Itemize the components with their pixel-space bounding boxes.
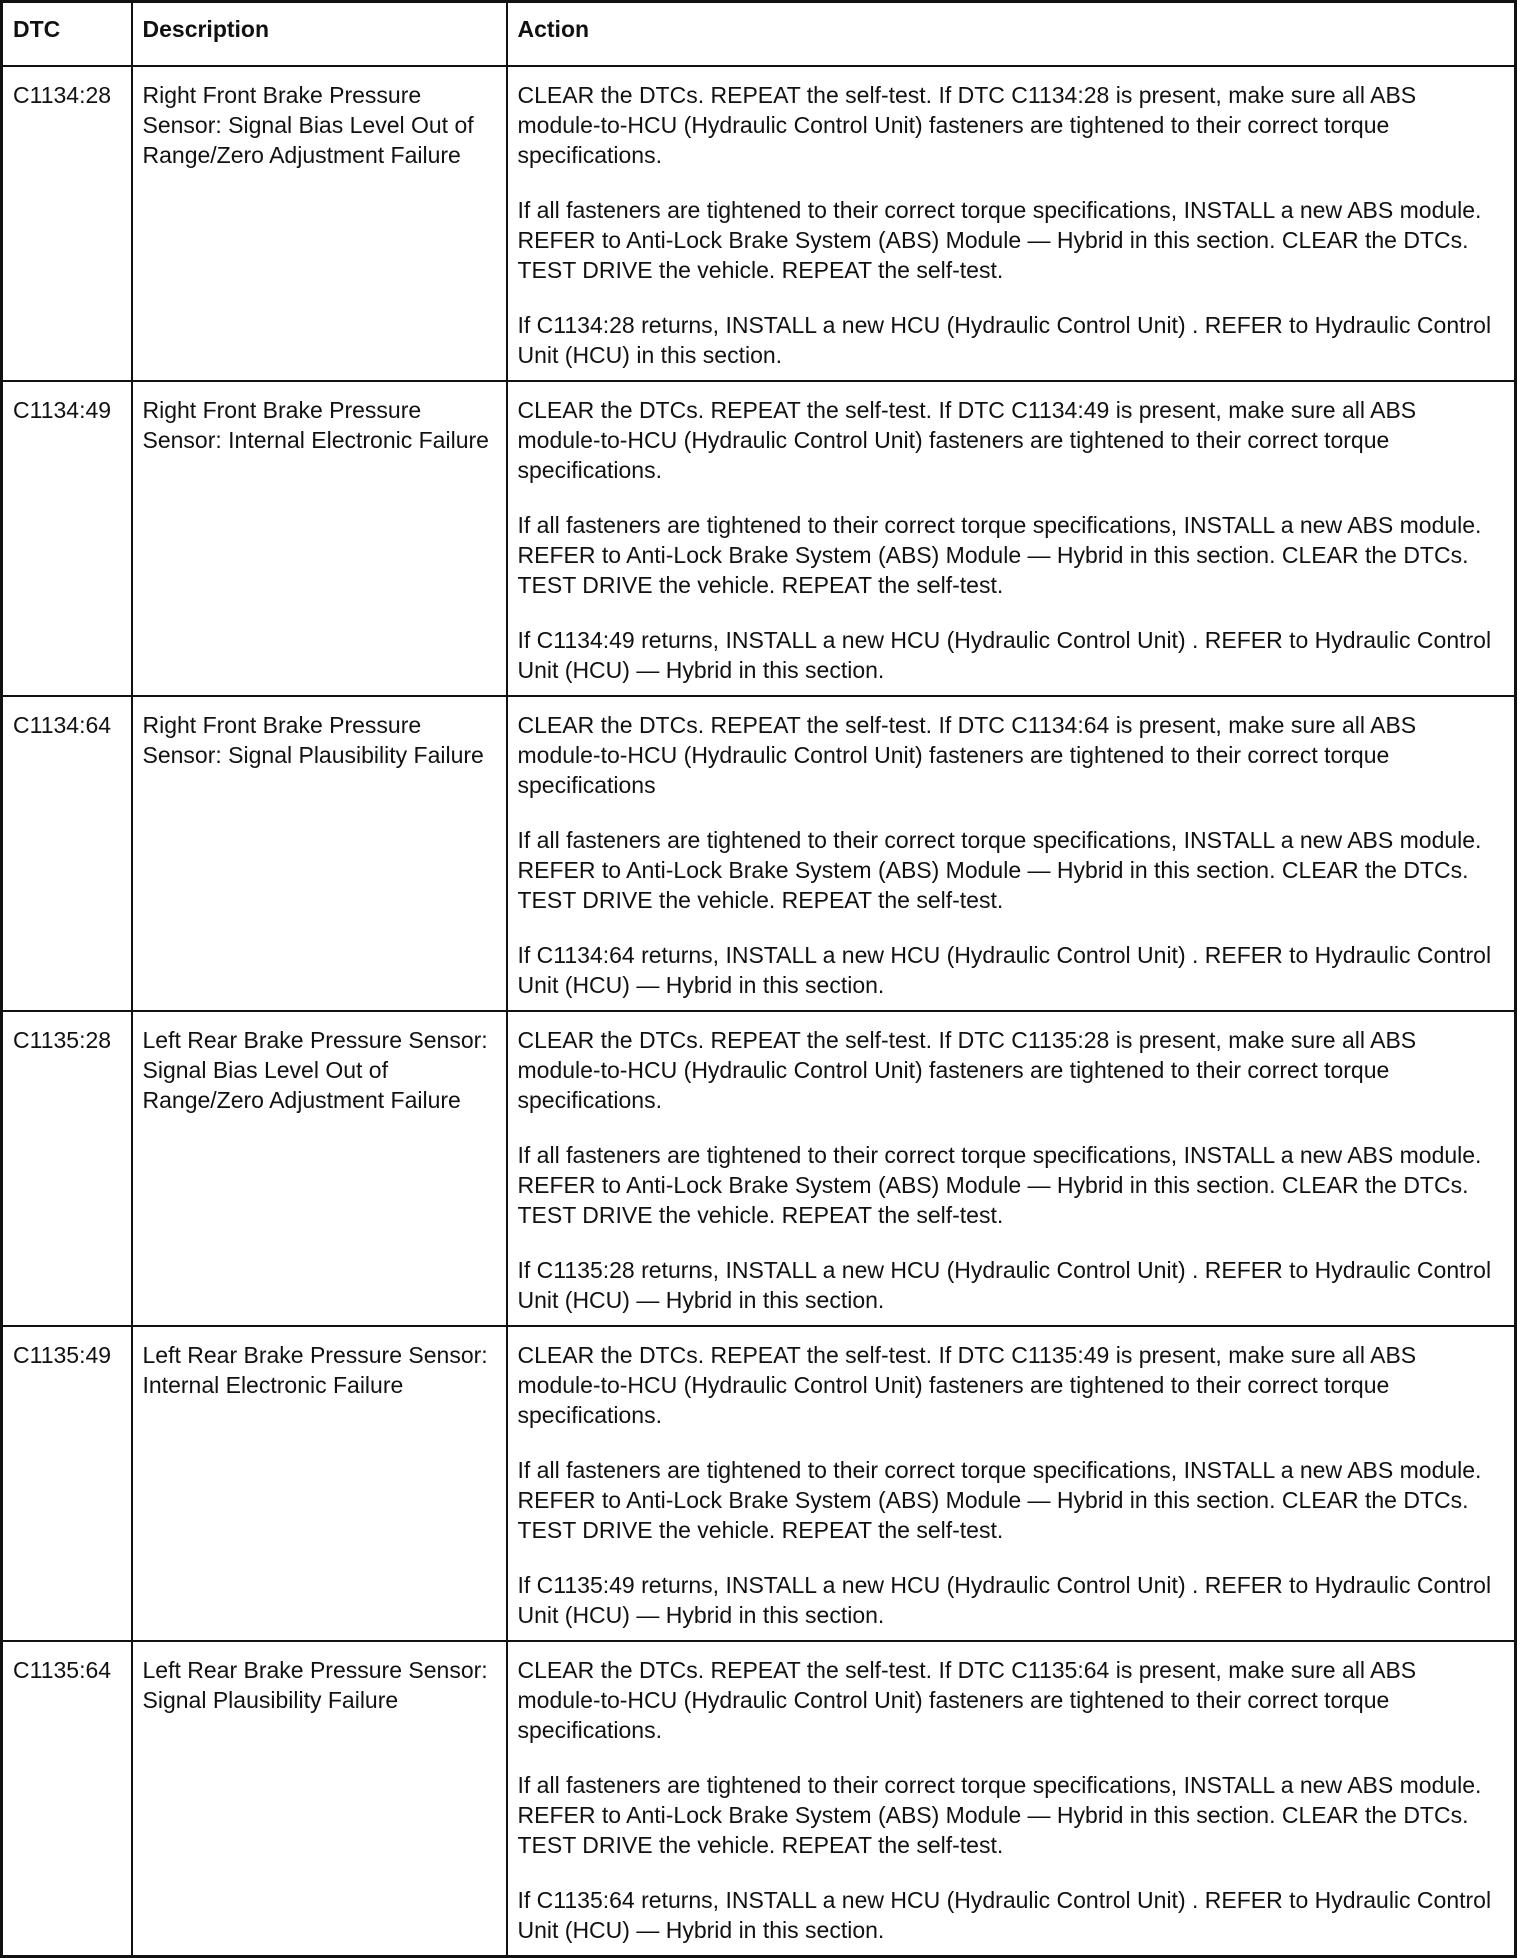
table-row	[2, 1641, 1516, 1957]
action-step: CLEAR the DTCs. REPEAT the self-test. If DTC C1134:49 is present, make sure all ABS module-to-HCU (Hydraulic Control Unit) fasteners are tightened to their correct torque specifications.	[517, 397, 1417, 483]
dtc-description: Right Front Brake Pressure Sensor: Internal Electronic Failure	[132, 381, 507, 696]
action-step: If C1134:64 returns, INSTALL a new HCU (Hydraulic Control Unit) . REFER to Hydraulic Control Unit (HCU) — Hybrid in this section.	[517, 942, 1492, 998]
dtc-description: Right Front Brake Pressure Sensor: Signal Bias Level Out of Range/Zero Adjustment Failure	[132, 66, 507, 381]
dtc-code: C1134:64	[2, 696, 132, 1011]
table-row	[2, 1326, 1516, 1641]
action-step: If all fasteners are tightened to their correct torque specifications, INSTALL a new ABS module. REFER to Anti-Lock Brake System (ABS) Module — Hybrid in this section. CLEAR the DTCs. TEST DRIVE the vehicle. REPEAT the self-test.	[517, 827, 1482, 913]
header-dtc: DTC	[2, 2, 132, 67]
action-step: If all fasteners are tightened to their correct torque specifications, INSTALL a new ABS module. REFER to Anti-Lock Brake System (ABS) Module — Hybrid in this section. CLEAR the DTCs. TEST DRIVE the vehicle. REPEAT the self-test.	[517, 1772, 1482, 1858]
action-step: If C1134:28 returns, INSTALL a new HCU (Hydraulic Control Unit) . REFER to Hydraulic Control Unit (HCU) in this section.	[517, 312, 1492, 368]
dtc-action	[507, 66, 1516, 381]
table-row	[2, 1011, 1516, 1326]
dtc-code: C1134:49	[2, 381, 132, 696]
header-action: Action	[507, 2, 1516, 67]
table-row	[2, 381, 1516, 696]
action-step: CLEAR the DTCs. REPEAT the self-test. If DTC C1135:49 is present, make sure all ABS module-to-HCU (Hydraulic Control Unit) fasteners are tightened to their correct torque specifications.	[517, 1342, 1417, 1428]
table-header-row	[2, 2, 1516, 67]
action-step: If C1134:49 returns, INSTALL a new HCU (Hydraulic Control Unit) . REFER to Hydraulic Control Unit (HCU) — Hybrid in this section.	[517, 627, 1492, 683]
table-row	[2, 696, 1516, 1011]
action-step: CLEAR the DTCs. REPEAT the self-test. If DTC C1135:64 is present, make sure all ABS module-to-HCU (Hydraulic Control Unit) fasteners are tightened to their correct torque specifications.	[517, 1657, 1417, 1743]
table-row	[2, 66, 1516, 381]
dtc-code: C1135:64	[2, 1641, 132, 1957]
action-step: If all fasteners are tightened to their correct torque specifications, INSTALL a new ABS module. REFER to Anti-Lock Brake System (ABS) Module — Hybrid in this section. CLEAR the DTCs. TEST DRIVE the vehicle. REPEAT the self-test.	[517, 1457, 1482, 1543]
action-step: If all fasteners are tightened to their correct torque specifications, INSTALL a new ABS module. REFER to Anti-Lock Brake System (ABS) Module — Hybrid in this section. CLEAR the DTCs. TEST DRIVE the vehicle. REPEAT the self-test.	[517, 197, 1482, 283]
dtc-action	[507, 1641, 1516, 1957]
dtc-action	[507, 696, 1516, 1011]
dtc-description: Left Rear Brake Pressure Sensor: Signal Plausibility Failure	[132, 1641, 507, 1957]
header-description: Description	[132, 2, 507, 67]
action-step: If all fasteners are tightened to their correct torque specifications, INSTALL a new ABS module. REFER to Anti-Lock Brake System (ABS) Module — Hybrid in this section. CLEAR the DTCs. TEST DRIVE the vehicle. REPEAT the self-test.	[517, 512, 1482, 598]
dtc-description: Left Rear Brake Pressure Sensor: Signal Bias Level Out of Range/Zero Adjustment Failure	[132, 1011, 507, 1326]
dtc-description: Left Rear Brake Pressure Sensor: Internal Electronic Failure	[132, 1326, 507, 1641]
action-step: If C1135:49 returns, INSTALL a new HCU (Hydraulic Control Unit) . REFER to Hydraulic Control Unit (HCU) — Hybrid in this section.	[517, 1572, 1492, 1628]
dtc-code: C1134:28	[2, 66, 132, 381]
dtc-action	[507, 381, 1516, 696]
action-step: CLEAR the DTCs. REPEAT the self-test. If DTC C1134:64 is present, make sure all ABS module-to-HCU (Hydraulic Control Unit) fasteners are tightened to their correct torque specifications	[517, 712, 1417, 798]
action-step: If all fasteners are tightened to their correct torque specifications, INSTALL a new ABS module. REFER to Anti-Lock Brake System (ABS) Module — Hybrid in this section. CLEAR the DTCs. TEST DRIVE the vehicle. REPEAT the self-test.	[517, 1142, 1482, 1228]
action-step: If C1135:28 returns, INSTALL a new HCU (Hydraulic Control Unit) . REFER to Hydraulic Control Unit (HCU) — Hybrid in this section.	[517, 1257, 1492, 1313]
dtc-action	[507, 1326, 1516, 1641]
dtc-description: Right Front Brake Pressure Sensor: Signal Plausibility Failure	[132, 696, 507, 1011]
dtc-code: C1135:28	[2, 1011, 132, 1326]
action-step: If C1135:64 returns, INSTALL a new HCU (Hydraulic Control Unit) . REFER to Hydraulic Control Unit (HCU) — Hybrid in this section.	[517, 1887, 1492, 1943]
dtc-action	[507, 1011, 1516, 1326]
dtc-code: C1135:49	[2, 1326, 132, 1641]
action-step: CLEAR the DTCs. REPEAT the self-test. If DTC C1135:28 is present, make sure all ABS module-to-HCU (Hydraulic Control Unit) fasteners are tightened to their correct torque specifications.	[517, 1027, 1417, 1113]
action-step: CLEAR the DTCs. REPEAT the self-test. If DTC C1134:28 is present, make sure all ABS module-to-HCU (Hydraulic Control Unit) fasteners are tightened to their correct torque specifications.	[517, 82, 1417, 168]
